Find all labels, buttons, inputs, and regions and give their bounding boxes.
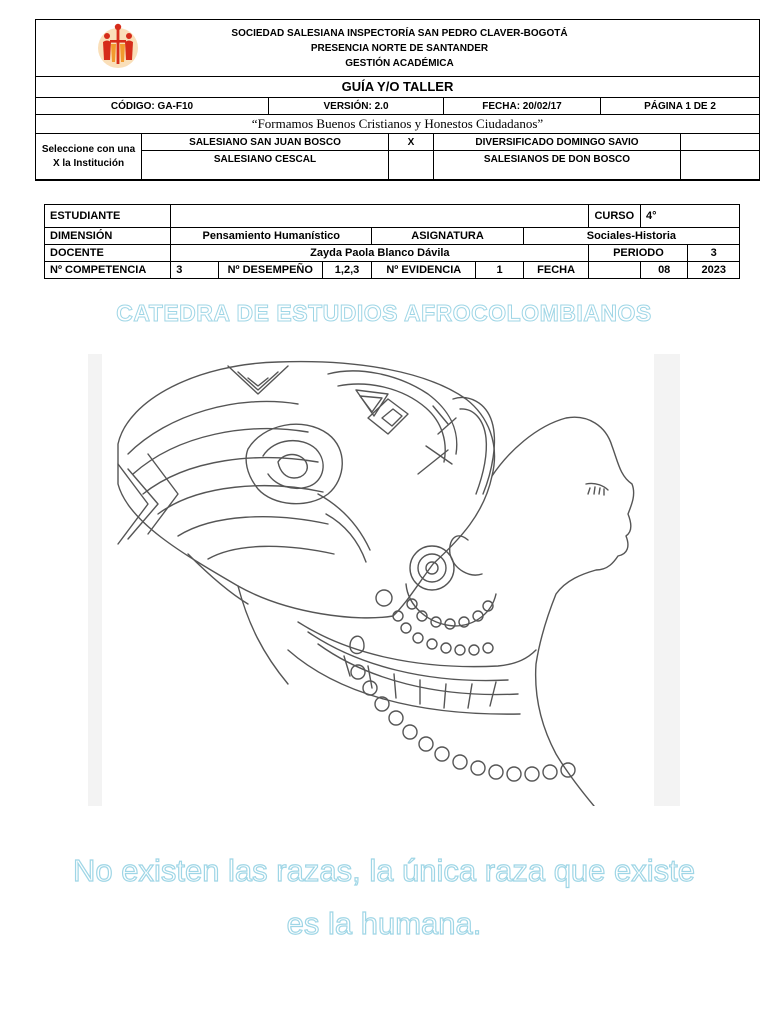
institution-label: Seleccione con una X la Institución <box>36 134 142 181</box>
institution-option[interactable]: SALESIANO SAN JUAN BOSCO <box>142 134 389 151</box>
document-header <box>35 19 760 180</box>
closing-quote <box>40 844 728 950</box>
periodo-value[interactable]: 3 <box>688 245 740 262</box>
header-line-2: PRESENCIA NORTE DE SANTANDER <box>310 43 489 54</box>
version-cell: VERSIÓN: 2.0 <box>269 98 444 115</box>
fecha-year[interactable]: 2023 <box>688 262 740 279</box>
curso-label: CURSO <box>589 205 641 228</box>
quote-line-1: No existen las razas, la única raza que existe <box>72 853 696 888</box>
asignatura-label: ASIGNATURA <box>372 228 524 245</box>
section-heading: CATEDRA DE ESTUDIOS AFROCOLOMBIANOS <box>116 300 652 326</box>
institution-mark-empty[interactable] <box>389 151 434 181</box>
institution-mark-empty[interactable] <box>681 151 760 181</box>
fecha-label: FECHA <box>523 262 589 279</box>
estudiante-label: ESTUDIANTE <box>45 205 171 228</box>
student-info-table <box>44 204 740 279</box>
docente-value[interactable]: Zayda Paola Blanco Dávila <box>171 245 589 262</box>
evidencia-label: Nº EVIDENCIA <box>372 262 476 279</box>
curso-value[interactable]: 4° <box>640 205 739 228</box>
header-line-3: GESTIÓN ACADÉMICA <box>345 58 454 69</box>
estudiante-field[interactable] <box>171 205 589 228</box>
header-top <box>36 20 759 77</box>
quote-line-2: es la humana. <box>286 906 482 941</box>
desempeno-value[interactable]: 1,2,3 <box>322 262 371 279</box>
institution-mark[interactable]: X <box>389 134 434 151</box>
document-title: GUÍA Y/O TALLER <box>36 76 759 98</box>
motto: “Formamos Buenos Cristianos y Honestos Ciudadanos” <box>36 116 759 134</box>
institution-mark-empty[interactable] <box>681 134 760 151</box>
institution-option[interactable]: DIVERSIFICADO DOMINGO SAVIO <box>434 134 681 151</box>
fecha-cell: FECHA: 20/02/17 <box>444 98 601 115</box>
asignatura-value[interactable]: Sociales-Historia <box>523 228 739 245</box>
competencia-value[interactable]: 3 <box>171 262 218 279</box>
code-table <box>35 97 760 115</box>
periodo-label: PERIODO <box>589 245 688 262</box>
institution-option[interactable]: SALESIANOS DE DON BOSCO <box>434 151 681 181</box>
dimension-label: DIMENSIÓN <box>45 228 171 245</box>
header-line-1: SOCIEDAD SALESIANA INSPECTORÍA SAN PEDRO CLAVER-BOGOTÁ <box>231 28 568 39</box>
desempeno-label: Nº DESEMPEÑO <box>218 262 322 279</box>
fecha-month[interactable]: 08 <box>640 262 687 279</box>
institution-option[interactable]: SALESIANO CESCAL <box>142 151 389 181</box>
codigo-cell: CÓDIGO: GA-F10 <box>36 98 269 115</box>
evidencia-value[interactable]: 1 <box>476 262 523 279</box>
institution-table <box>35 133 760 181</box>
woman-with-headwrap-line-art-icon <box>88 354 680 806</box>
dimension-value[interactable]: Pensamiento Humanístico <box>171 228 372 245</box>
competencia-label: Nº COMPETENCIA <box>45 262 171 279</box>
fecha-day[interactable] <box>589 262 641 279</box>
pagina-cell: PÁGINA 1 DE 2 <box>601 98 760 115</box>
docente-label: DOCENTE <box>45 245 171 262</box>
